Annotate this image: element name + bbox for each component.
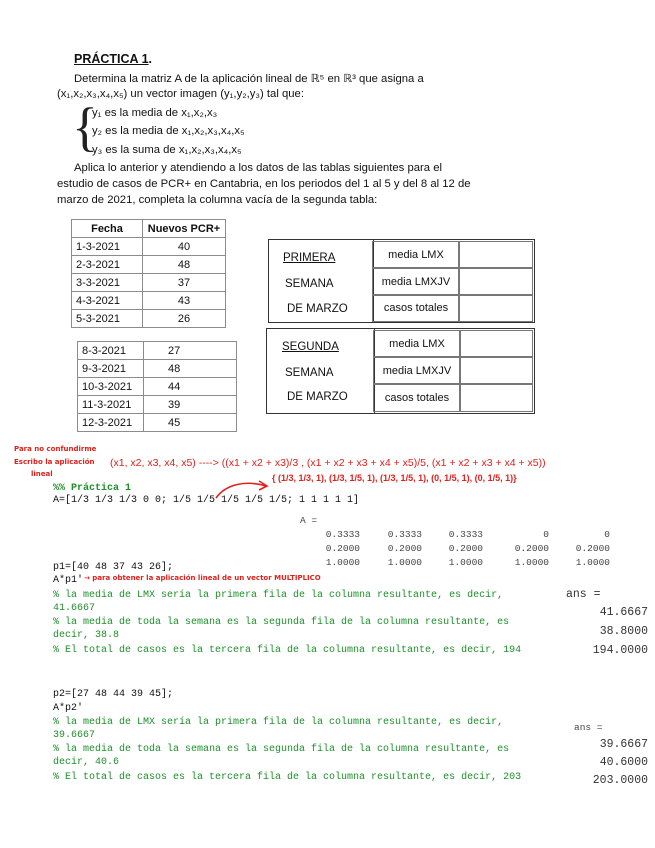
week-1-media-lmxjv: media LMXJV [372,267,460,296]
week-1-casos-totales: casos totales [372,294,460,322]
week-1-label-primera: PRIMERA [283,252,336,264]
week-2-media-lmx: media LMX [373,330,461,358]
week-1-media-lmx-value[interactable] [458,241,533,269]
code-p2-comment-3: % El total de casos es la tercera fila de la columna resultante, es decir, 203 [53,772,522,783]
output-p2-value-3: 203.0000 [592,774,648,787]
output-p1-value-1: 41.6667 [599,606,648,619]
week-1-casos-totales-value[interactable] [458,294,533,322]
condition-1: y₁ es la media de x₁,x₂,x₃ [92,107,218,119]
table-row: 5-3-2021 26 [72,310,226,328]
code-p2-definition: p2=[27 48 44 39 45]; [53,689,174,700]
condition-3: y₃ es la suma de x₁,x₂,x₃,x₄,x₅ [92,144,242,156]
table-header-row [72,220,226,238]
output-p1-value-2: 38.8000 [599,625,648,638]
code-p1-multiply: A*p1' [53,575,84,586]
week-2-casos-totales: casos totales [373,383,461,412]
code-section-header: %% Práctica 1 [53,483,132,494]
week-2-label-semana: SEMANA [285,367,334,379]
code-p2-comment-1a: % la media de LMX sería la primera fila de la columna resultante, es decir, [53,717,504,728]
week-2-label-segunda: SEGUNDA [282,341,339,353]
table-row: 4-3-2021 43 [72,292,226,310]
output-p2-ans-label: ans = [574,722,603,733]
left-brace: { [72,97,98,157]
table-row: 10-3-2021 44 [78,378,237,396]
code-p2-multiply: A*p2' [53,703,84,714]
week-1-media-lmxjv-value[interactable] [458,267,533,296]
week-1-media-lmx: media LMX [372,241,460,269]
header-nuevos-pcr: Nuevos PCR+ [143,220,226,238]
code-a-definition: A=[1/3 1/3 1/3 0 0; 1/5 1/5 1/5 1/5 1/5; 1 1 1 1 1] [53,495,360,506]
code-p1-definition: p1=[40 48 37 43 26]; [53,562,174,573]
output-p2-value-2: 40.6000 [599,756,648,769]
practice-title: PRÁCTICA 1. [74,52,153,66]
code-p1-comment-2b: decir, 38.8 [53,630,120,641]
table-row: 11-3-2021 39 [78,396,237,414]
paragraph-line-3: marzo de 2021, completa la columna vacía de la segunda tabla: [57,194,378,206]
output-p1-ans-label: ans = [566,588,601,601]
pcr-table-week-2 [77,341,237,432]
code-p1-comment-2a: % la media de toda la semana es la segunda fila de la columna resultante, es [53,617,510,628]
week-2-casos-totales-value[interactable] [459,383,533,412]
output-a-label: A = [300,515,318,526]
output-p1-value-3: 194.0000 [592,644,648,657]
condition-2: y₂ es la media de x₁,x₂,x₃,x₄,x₅ [92,125,245,137]
handnote-escribo: Escribo la aplicación [14,458,95,466]
statement-line-2: (x₁,x₂,x₃,x₄,x₅) un vector imagen (y₁,y₂,y₃) tal que: [57,88,304,100]
table-row: 2-3-2021 48 [72,256,226,274]
week-2-media-lmxjv: media LMXJV [373,356,461,385]
code-p2-comment-1b: 39.6667 [53,730,96,741]
week-2-label-marzo: DE MARZO [287,391,348,403]
code-p2-comment-2b: decir, 40.6 [53,757,120,768]
handnote-lineal: lineal [31,470,53,478]
statement-line-1: Determina la matriz A de la aplicación lineal de ℝ⁵ en ℝ³ que asigna a [74,73,424,85]
week-2-media-lmxjv-value[interactable] [459,356,533,385]
table-row: 1-3-2021 40 [72,238,226,256]
paragraph-line-2: estudio de casos de PCR+ en Cantabria, en los periodos del 1 al 5 y del 8 al 12 de [57,178,471,190]
output-p2-value-1: 39.6667 [599,738,648,751]
week-1-label-semana: SEMANA [285,278,334,290]
table-row: 8-3-2021 27 [78,342,237,360]
handnote-rows: { (1/3, 1/3, 1), (1/3, 1/5, 1), (1/3, 1/5, 1), (0, 1/5, 1), (0, 1/5, 1)} [272,473,517,483]
table-row: 9-3-2021 48 [78,360,237,378]
handnote-para-no-confundirme: Para no confundirme [14,445,97,453]
paragraph-line-1: Aplica lo anterior y atendiendo a los datos de las tablas siguientes para el [74,162,443,174]
code-p1-comment-3: % El total de casos es la tercera fila de la columna resultante, es decir, 194 [53,645,522,656]
handnote-mapping: (x1, x2, x3, x4, x5) ----> ((x1 + x2 + x3)/3 , (x1 + x2 + x3 + x4 + x5)/5, (x1 + x2 + x3 + x4 + x5)) [110,457,546,469]
pcr-table-week-1 [71,219,226,328]
code-p2-comment-2a: % la media de toda la semana es la segunda fila de la columna resultante, es [53,744,510,755]
handnote-multiplico: → para obtener la aplicación lineal de un vector MULTIPLICO [84,574,321,582]
code-p1-comment-1b: 41.6667 [53,603,96,614]
week-2-media-lmx-value[interactable] [459,330,533,358]
table-row: 3-3-2021 37 [72,274,226,292]
week-1-label-marzo: DE MARZO [287,303,348,315]
table-row: 12-3-2021 45 [78,414,237,432]
code-p1-comment-1a: % la media de LMX sería la primera fila de la columna resultante, es decir, [53,590,504,601]
header-fecha: Fecha [72,220,143,238]
